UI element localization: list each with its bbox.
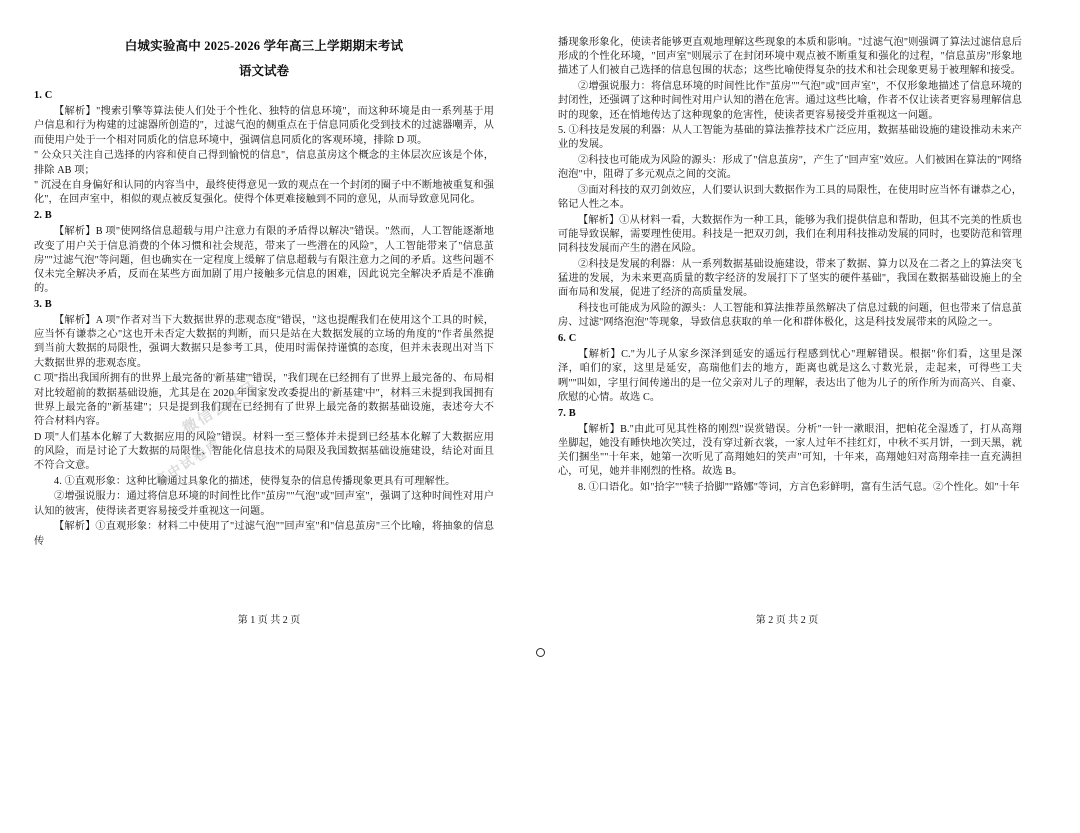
- watermark-text-secondary: 高中试卷库: [152, 436, 224, 489]
- explanation-line: 科技也可能成为风险的源头：人工智能和算法推荐虽然解决了信息过载的问题，但也带来了信息茧房、过滤"网络泡泡"等现象，导致信息获取的单一化和群体极化，这是科技发展带来的风险之一。: [558, 303, 1022, 329]
- answer-line: 6. C: [558, 333, 577, 345]
- explanation-line: ②科技也可能成为风险的源头：形成了"信息茧房"，产生了"回声室"效应。人们被困在算法的"网络泡泡"中，阻碍了多元观点之间的交流。: [558, 155, 1022, 181]
- explanation-line: 5. ①科技是发展的利器：从人工智能为基础的算法推荐技术广泛应用，数据基础设施的建设推动未来产业的发展。: [558, 125, 1022, 151]
- explanation-line: 【解析】A 项"作者对当下大数据世界的悲观态度"错误，"这也提醒我们在使用这个工具的时候，应当怀有谦恭之心"这也开未否定大数据的判断，而只是站在大数据发展的立场的角度的"作者虽然提到当前大数据的局限性，强调大数据只是参考工具，使用时需保持谨慎的态度，但并未表现出对当下大数据世界的悲观态度。: [34, 315, 494, 369]
- explanation-line: ②增强说服力：将信息环境的时间性比作"茧房""气泡"或"回声室"，不仅形象地描述了信息环境的封闭性，还强调了这种时间性对用户认知的潜在危害。通过这些比喻，作者不仅让读者更容易理解信息时的现象，还在悄地传达了这种现象的危害性，使读者更容易接受并重视这一问题。: [558, 81, 1022, 121]
- page-footer-right: 第 2 页 共 2 页: [755, 615, 819, 626]
- answer-line: 2. B: [34, 210, 52, 222]
- column-gutter: [504, 36, 552, 642]
- explanation-line: ②科技是发展的利器：从一系列数据基础设施建设，带来了数据、算力以及在二者之上的算法突飞猛进的发展，为未来更高质量的数字经济的发展打下了坚实的硬件基础"，我国在数据基础设施上的全面布局和发展，促进了经济的高质量发展。: [558, 259, 1022, 299]
- explanation-line: " 沉浸在自身偏好和认同的内容当中，最终使得意见一致的观点在一个封闭的圈子中不断地被重复和强化"，在回声室中，相似的观点被反复强化。使得个体更难接触到不同的意见，从而导致意见同化。: [34, 180, 494, 206]
- right-column: [552, 36, 1022, 642]
- explanation-line: 【解析】C."为儿子从家乡深泽到延安的遥远行程感到忧心"理解错误。根据"你们看，这里是深泽，咱们的家，这里是延安，高瑞他们去的地方，距离也就是这么寸数光景，走起来，可得些工夫咧""叫如，字里行间传递出的是一位父亲对儿子的理解，表达出了他为儿子的所作所为而高兴、自豪、欣慰的心情。故选 C。: [558, 349, 1022, 403]
- left-column: [34, 36, 504, 642]
- page-title: 白城实验高中 2025-2026 学年高三上学期期末考试: [124, 39, 404, 53]
- page-subtitle: 语文试卷: [238, 64, 289, 78]
- binding-hole-icon: [536, 648, 545, 657]
- watermark-text: 微信公众号：: [180, 369, 276, 438]
- explanation-line: ②增强说服力：通过将信息环境的时间性比作"茧房""气泡"或"回声室"，强调了这种时间性对用户认知的彼害，使得读者更容易接受并重视这一问题。: [34, 491, 494, 517]
- answer-line: 7. B: [558, 407, 576, 419]
- explanation-line: 【解析】B 项"使网络信息超载与用户注意力有限的矛盾得以解决"错误。"然而，人工智能逐渐地改变了用户关于信息消费的个体习惯和社会规范，带来了一些潜在的风险"，人工智能带来了"信息茧房""过滤气泡"等问题，但也确实在一定程度上缓解了信息超载与有限注意力之间的矛盾。这些问题不仅未完全解决矛盾，反而在某些方面加剧了用户接触多元信息的困难，因此说完全解决矛盾是不准确的。: [34, 226, 494, 295]
- page-footer-left: 第 1 页 共 2 页: [237, 615, 301, 626]
- explanation-line: 【解析】"搜索引擎等算法使人们处于个性化、独特的信息环境"，而这种环境是由一系列基于用户信息和行为构建的过滤器所创造的"，过滤气泡的侧重点在于信息同质化受到技术的过滤器嘲弄，从而使用户处于一个相对同质化的信息环境中，强调信息同质化的客观环境，排除 D 项。: [34, 106, 494, 146]
- explanation-line: " 公众只关注自己选择的内容和使自己得到愉悦的信息"，信息茧房这个概念的主体层次应该是个体，排除 AB 项；: [34, 150, 494, 176]
- explanation-line: 【解析】B."由此可见其性格的刚烈"误赏错误。分析"一针一漱眼泪，把帕花全湿透了，打从高翔坐脚起，她没有睡快地次笑过，没有穿过新衣裳，一家人过年不挂红灯，中秋不买月饼，一到天黑，就关们捆坐""十年来，她第一次听见了高翔她妇的笑声"可知，十年来，高翔她妇对高翔牵挂一直充满担心，可见，她并非刚烈的性格。故选 B。: [558, 423, 1022, 478]
- explanation-line: 【解析】①直观形象：材料二中使用了"过滤气泡""回声室"和"信息茧房"三个比喻，将抽象的信息传: [34, 521, 494, 547]
- explanation-line: C 项"指出我国所拥有的世界上最完备的'新基建'"错误，"我们现在已经拥有了世界上最完备的、布局相对比较超前的数据基础设施，尤其是在 2020 年国家发改委提出的'新基建'中"，材料三未提到我国拥有世界上最完备的"新基建"；只是提到我们现在已经拥有了世界上最完备的数据基础设施，表述夸大不符合材料内容。: [34, 373, 494, 427]
- answer-line: 1. C: [34, 90, 53, 101]
- explanation-line: 8. ①口语化。如"拾字""犊子拾脚""路娜"等词，方言色彩鲜明，富有生活气息。②个性化。如"十年: [578, 482, 1020, 494]
- page-blank-area: [0, 670, 1080, 833]
- explanation-line: D 项"人们基本化解了大数据应用的风险"错误。材料一至三整体并未提到已经基本化解了大数据应用的风险，而是讨论了大数据的局限性、智能化信息技术的局限及我国数据基础设施建设，结论对面且不符合文意。: [34, 431, 494, 472]
- answer-line: 3. B: [34, 298, 52, 310]
- explanation-line: 4. ①直观形象：这种比喻通过具象化的描述，使得复杂的信息传播现象更具有可理解性。: [54, 475, 456, 487]
- explanation-line: 播现象形象化，使读者能够更直观地理解这些现象的本质和影响。"过滤气泡"则强调了算法过滤信息后形成的个性化环境，"回声室"则展示了在封闭环境中观点被不断重复和强化的过程，"信息茧房"形象地描述了人们被自己选择的信息包围的状态；这些比喻使得复杂的技术和社会现象更易于被理解和接受。: [558, 37, 1022, 77]
- explanation-line: 【解析】①从材料一看，大数据作为一种工具，能够为我们提供信息和帮助，但其不完美的性质也可能导致误解，需要理性使用。科技是一把双刃剑，我们在利用科技推动发展的同时，也要防范和管理同科技发展而产生的潜在风险。: [558, 214, 1022, 255]
- explanation-line: ③面对科技的双刃剑效应，人们要认识到大数据作为工具的局限性，在使用时应当怀有谦恭之心，铭记人性之本。: [558, 185, 1022, 211]
